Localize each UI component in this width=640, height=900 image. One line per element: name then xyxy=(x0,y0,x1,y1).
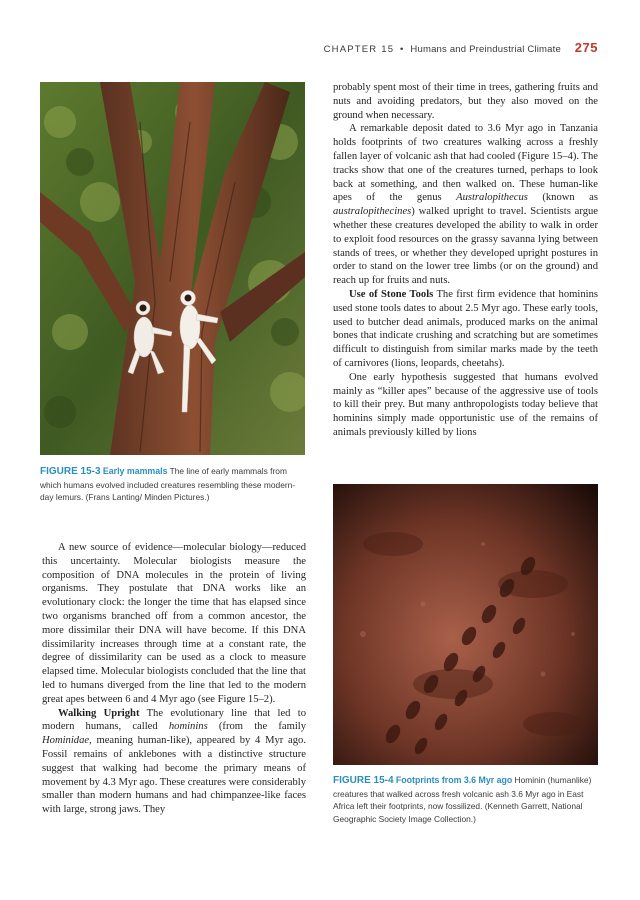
chapter-label: CHAPTER 15 xyxy=(323,44,395,55)
running-header xyxy=(324,40,598,55)
section-heading: Use of Stone Tools xyxy=(349,288,434,300)
paragraph: Use of Stone Tools The first firm evidence that hominins used stone tools dates to about 2.5 Myr ago. These early tools, used to butcher dead animals, produced marks on the animal bones that indicate crushing and scratching but are sometimes difficult to distinguish from similar marks made by the teeth of carnivores (lions, leopards, cheetahs). xyxy=(333,288,598,369)
figure-caption-text: The line of early mammals from which humans evolved included creatures resembling these modern-day lemurs. (Frans Lanting/ Minden Pictures.) xyxy=(40,466,296,503)
figure-title: Footprints from 3.6 Myr ago xyxy=(395,775,513,785)
figure-label: FIGURE 15-3 xyxy=(40,466,101,477)
page-number: 275 xyxy=(574,40,598,55)
paragraph: Walking Upright The evolutionary line that led to modern humans, called hominins (from the family Hominidae, meaning human-like), appeared by 4 Myr ago. Fossil remains of anklebones with a distinctive structure suggest that walking had become the primary means of movement by 4.3 Myr ago. These creatures were considerably smaller than modern humans and had chimpanzee-like faces with large, strong jaws. They xyxy=(42,707,306,816)
paragraph: probably spent most of their time in trees, gathering fruits and nuts and avoiding predators, but they also moved on the ground when necessary. xyxy=(333,82,598,121)
right-column-text xyxy=(333,81,598,440)
paragraph: One early hypothesis suggested that humans evolved mainly as “killer apes” because of the aggressive use of tools to kill their prey. But many anthropologists today believe that hominins simply made opportunistic use of the remains of animals previously killed by lions xyxy=(333,371,598,438)
paragraph: A remarkable deposit dated to 3.6 Myr ago in Tanzania holds footprints of two creatures walking across a freshly fallen layer of volcanic ash that had cooled (Figure 15–4). The tracks show that one of the creatures turned, perhaps to look back at something, and then walked on. These human-like apes of the genus Australopithecus (known as australopithecines) walked upright to travel. Scientists argue whether these creatures developed the ability to walk in order to exploit food resources on the grassy savanna lying between stands of trees, or whether they developed upright postures in order to stand on the lower tree limbs (or on the ground) and reach up for fruits and nuts. xyxy=(333,123,598,287)
figure-label: FIGURE 15-4 xyxy=(333,775,394,786)
figure-15-3-caption xyxy=(40,465,302,504)
figure-caption-text: Hominin (humanlike) creatures that walked across fresh volcanic ash 3.6 Myr ago in East Africa left their footprints, now fossilized. (Kenneth Garrett, National Geographic Society Image Collection.) xyxy=(333,775,592,824)
lemur-photo xyxy=(40,82,305,455)
chapter-title: Humans and Preindustrial Climate xyxy=(410,44,561,55)
paragraph: A new source of evidence—molecular biology—reduced this uncertainty. Molecular biologists measure the composition of DNA molecules in the protein of living organisms. They postulate that DNA works like an evolutionary clock: the longer the time that has elapsed since two organisms branched off from a common ancestor, the more dissimilar their DNA will have become. If this DNA dissimilarity increases through time at a constant rate, the degree of dissimilarity can be used as a clock to measure elapsed time. Molecular biologists concluded that the line that led to humans diverged from the line that led to the modern great apes between 6 and 4 Myr ago (see Figure 15–2). xyxy=(42,542,306,705)
header-separator: • xyxy=(400,44,405,55)
figure-15-4-caption xyxy=(333,774,601,825)
footprints-photo xyxy=(333,484,598,765)
left-column-text xyxy=(42,541,306,817)
section-heading: Walking Upright xyxy=(58,707,140,719)
figure-title: Early mammals xyxy=(102,466,168,476)
